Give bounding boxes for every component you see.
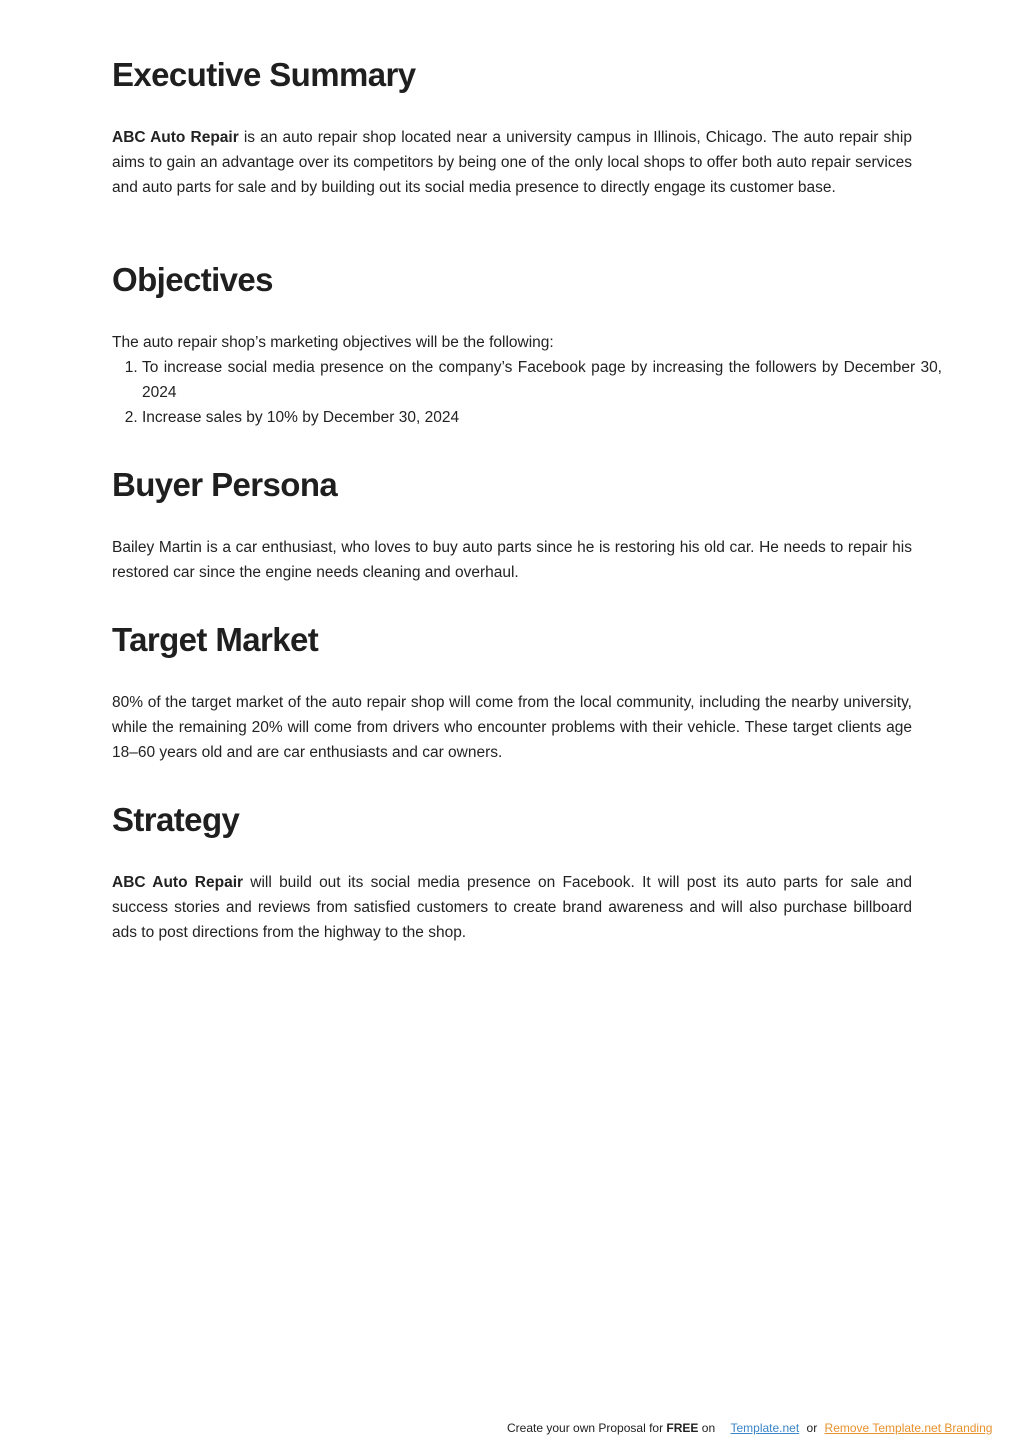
target-market-paragraph: 80% of the target market of the auto repair shop will come from the local community, including the nearby university, while the remaining 20% will come from drivers who encounter problems with their vehicle. These target clients age 18–60 years old and are car enthusiasts and car owners. — [112, 694, 912, 761]
company-name: ABC Auto Repair — [112, 874, 244, 891]
heading-buyer-persona: Buyer Persona — [112, 466, 338, 503]
buyer-persona-paragraph: Bailey Martin is a car enthusiast, who loves to buy auto parts since he is restoring his old car. He needs to repair his restored car since the engine needs cleaning and overhaul. — [112, 539, 912, 581]
objective-item: 2. Increase sales by 10% by December 30, 2024 — [142, 405, 942, 430]
executive-summary-text: is an auto repair shop located near a university campus in Illinois, Chicago. The auto repair ship aims to gain an advantage over its competitors by being one of the only local shops to offer both auto repair services and auto parts for sale and by building out its social media presence to directly engage its customer base. — [112, 129, 912, 196]
heading-target-market: Target Market — [112, 621, 319, 658]
heading-objectives: Objectives — [112, 261, 273, 298]
template-net-link[interactable]: Template.net — [730, 1421, 800, 1435]
footer-or: or — [806, 1421, 818, 1435]
executive-summary-paragraph — [112, 125, 912, 200]
objectives-list — [112, 355, 942, 430]
objectives-intro: The auto repair shop’s marketing objectives will be the following: — [112, 334, 554, 351]
heading-strategy: Strategy — [112, 801, 240, 838]
footer-free: FREE — [666, 1421, 699, 1435]
remove-branding-link[interactable]: Remove Template.net Branding — [824, 1421, 993, 1435]
strategy-text: will build out its social media presence on Facebook. It will post its auto parts for sale and success stories and reviews from satisfied customers to create brand awareness and will also purchase billboard ads to post directions from the highway to the shop. — [112, 874, 912, 941]
branding-footer — [507, 1419, 992, 1437]
objective-item: 1. To increase social media presence on the company’s Facebook page by increasing the followers by December 30, 2024 — [142, 355, 942, 405]
footer-prefix: Create your own Proposal for — [507, 1421, 667, 1435]
heading-executive-summary: Executive Summary — [112, 56, 416, 93]
company-name: ABC Auto Repair — [112, 129, 239, 146]
footer-on: on — [698, 1421, 716, 1435]
strategy-paragraph — [112, 870, 912, 945]
